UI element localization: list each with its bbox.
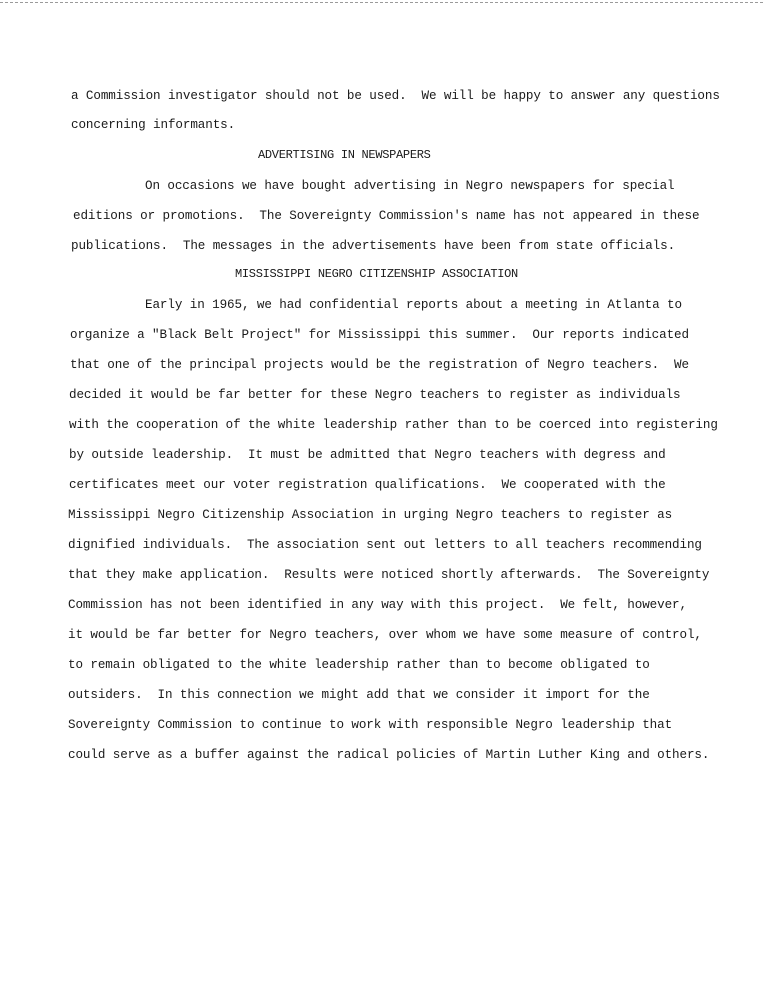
body-line: On occasions we have bought advertising in Negro newspapers for special xyxy=(145,179,675,193)
body-line: dignified individuals. The association sent out letters to all teachers recommending xyxy=(68,538,702,552)
body-line: decided it would be far better for these Negro teachers to register as individuals xyxy=(69,388,681,402)
body-line: editions or promotions. The Sovereignty Commission's name has not appeared in these xyxy=(73,209,700,223)
body-line: could serve as a buffer against the radical policies of Martin Luther King and others. xyxy=(68,748,710,762)
body-line: with the cooperation of the white leadership rather than to be coerced into registering xyxy=(69,418,718,432)
body-line: Early in 1965, we had confidential reports about a meeting in Atlanta to xyxy=(145,298,682,312)
body-line: that they make application. Results were noticed shortly afterwards. The Sovereignty xyxy=(68,568,710,582)
body-line: Mississippi Negro Citizenship Association in urging Negro teachers to register as xyxy=(68,508,673,522)
body-line: to remain obligated to the white leadership rather than to become obligated to xyxy=(68,658,650,672)
body-line: organize a "Black Belt Project" for Mississippi this summer. Our reports indicated xyxy=(70,328,689,342)
body-line: a Commission investigator should not be used. We will be happy to answer any questions xyxy=(71,89,720,103)
body-line: it would be far better for Negro teachers, over whom we have some measure of control, xyxy=(68,628,702,642)
body-line: outsiders. In this connection we might add that we consider it import for the xyxy=(68,688,650,702)
body-line: that one of the principal projects would be the registration of Negro teachers. We xyxy=(70,358,689,372)
section-heading-advertising: ADVERTISING IN NEWSPAPERS xyxy=(258,148,431,162)
body-line: certificates meet our voter registration qualifications. We cooperated with the xyxy=(69,478,666,492)
body-line: publications. The messages in the advertisements have been from state officials. xyxy=(71,239,676,253)
body-line: by outside leadership. It must be admitted that Negro teachers with degress and xyxy=(69,448,666,462)
body-line: Sovereignty Commission to continue to work with responsible Negro leadership that xyxy=(68,718,673,732)
body-line: Commission has not been identified in any way with this project. We felt, however, xyxy=(68,598,687,612)
body-line: concerning informants. xyxy=(71,118,236,132)
section-heading-citizenship-association: MISSISSIPPI NEGRO CITIZENSHIP ASSOCIATION xyxy=(235,267,518,281)
